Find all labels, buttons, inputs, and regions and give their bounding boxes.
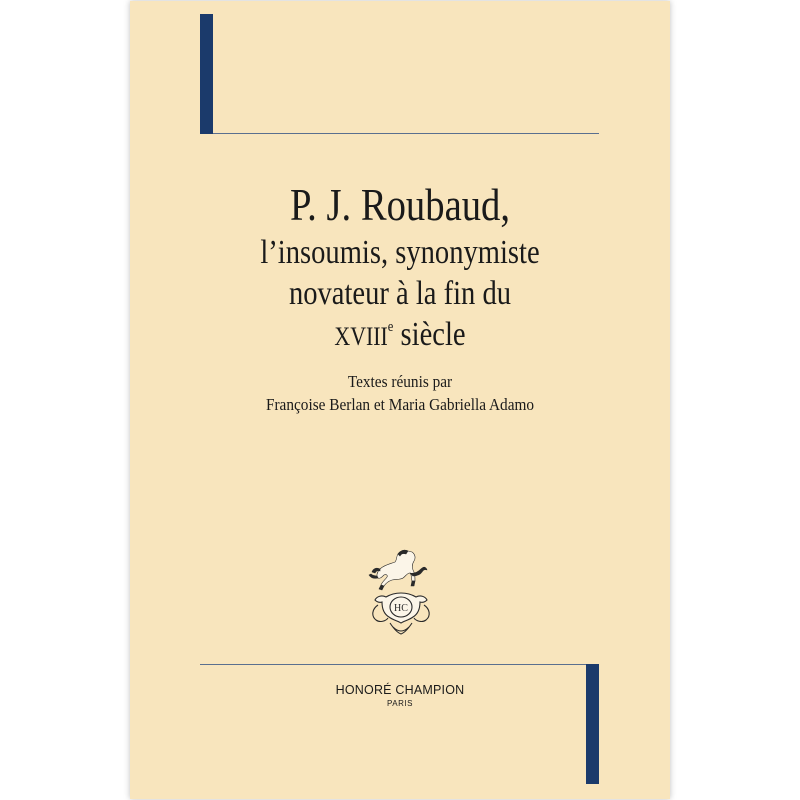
title-line-2: l’insoumis, synonymiste <box>260 234 540 271</box>
editors <box>130 370 670 416</box>
publisher-name: HONORÉ CHAMPION <box>335 683 465 697</box>
top-rule <box>213 133 599 134</box>
title-line-3: novateur à la fin du <box>288 275 512 312</box>
title-line-1: P. J. Roubaud, <box>289 179 511 230</box>
editors-names: Françoise Berlan et Maria Gabriella Adamo <box>265 395 535 414</box>
publisher <box>130 683 670 710</box>
title-line-4 <box>173 314 627 357</box>
top-accent-bar <box>200 14 213 134</box>
rearing-horse-emblem-icon <box>360 545 442 637</box>
bottom-accent-bar <box>586 664 599 784</box>
emblem-monogram: HC <box>394 603 408 614</box>
century-word: siècle <box>400 316 466 353</box>
editors-intro: Textes réunis par <box>347 372 453 391</box>
century-superscript: e <box>387 319 394 335</box>
bottom-rule <box>200 664 586 665</box>
book-title <box>130 178 670 357</box>
century-numeral: XVIII <box>334 322 388 351</box>
publisher-city: PARIS <box>387 699 413 708</box>
